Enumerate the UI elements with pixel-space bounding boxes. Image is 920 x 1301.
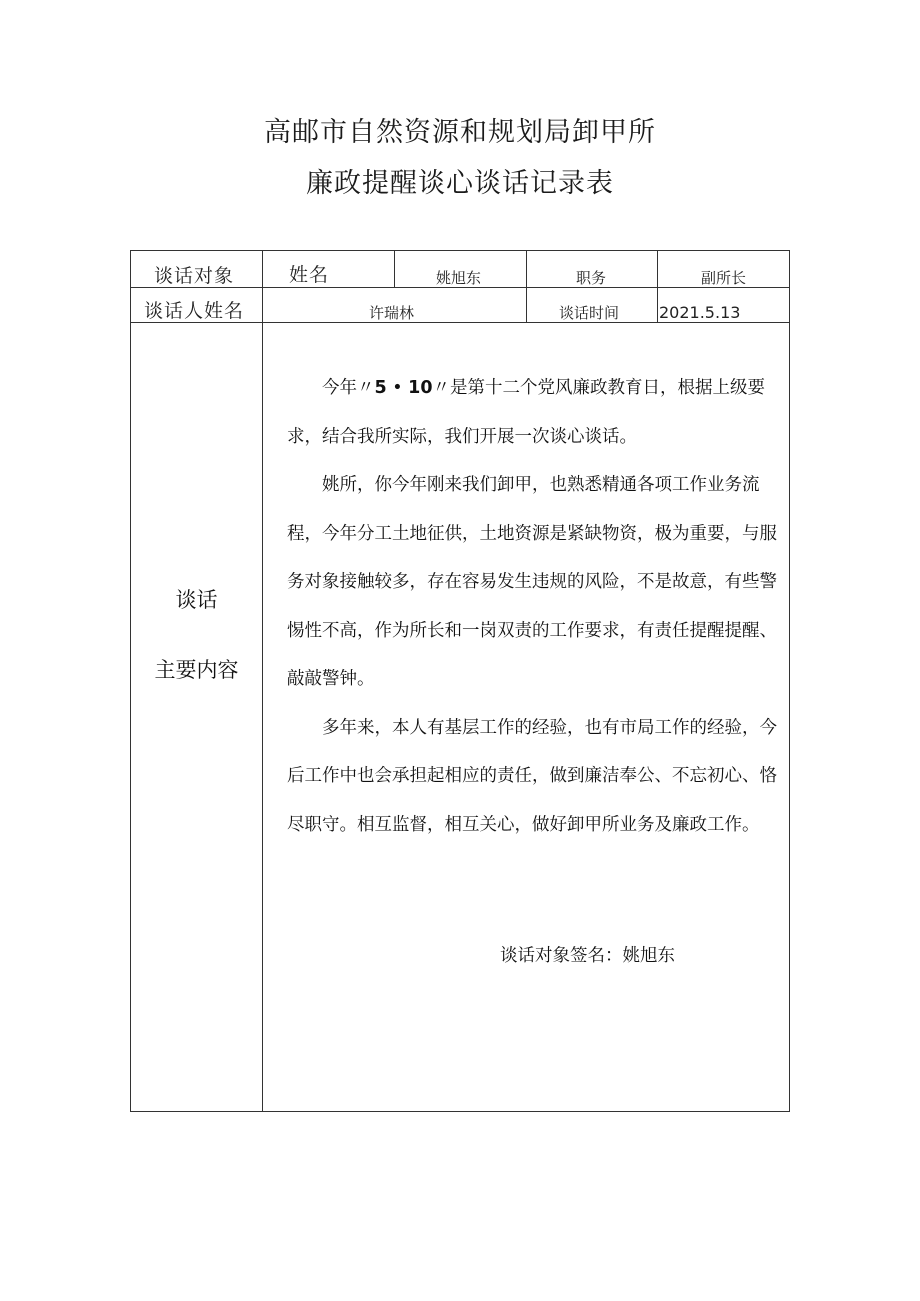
position-label: 职务 (576, 269, 607, 287)
column-divider-name (394, 251, 395, 287)
name-label: 姓名 (289, 264, 330, 286)
talker-value: 许瑞林 (369, 304, 415, 322)
time-label: 谈话时间 (559, 304, 620, 322)
content-paragraph-1: 今年〃5 • 10〃是第十二个党风廉政教育日，根据上级要求，结合我所实际，我们开展一次谈心谈话。 (287, 378, 766, 447)
content-paragraph-2: 姚所，你今年刚来我们卸甲，也熟悉精通各项工作业务流程，今年分工土地征供，土地资源是紧缺物资，极为重要，与服务对象接触较多，存在容易发生违规的风险，不是故意，有些警惕性不高，作为所长和一岗双责的工作要求，有责任提醒提醒、敲敲警钟。 (287, 475, 777, 689)
subject-label: 谈话对象 (154, 265, 235, 287)
content-paragraph-3: 多年来，本人有基层工作的经验，也有市局工作的经验，今后工作中也会承担起相应的责任，做到廉洁奉公、不忘初心、恪尽职守。相互监督，相互关心，做好卸甲所业务及廉政工作。 (287, 717, 777, 835)
talker-label: 谈话人姓名 (144, 300, 245, 322)
position-value: 副所长 (701, 269, 747, 287)
column-divider-mid (526, 251, 527, 322)
name-value: 姚旭东 (436, 269, 482, 287)
subject-signature: 谈话对象签名：姚旭东 (500, 946, 675, 966)
content-side-label-line2: 主要内容 (154, 658, 239, 682)
column-divider-main (262, 251, 263, 1111)
document-title-line1: 高邮市自然资源和规划局卸甲所 (264, 117, 656, 148)
time-value: 2021.5.13 (659, 303, 741, 322)
content-side-label-line1: 谈话 (175, 588, 218, 612)
column-divider-right (657, 251, 658, 322)
talk-content (287, 364, 789, 849)
record-form-table (130, 250, 790, 1112)
document-title-line2: 廉政提醒谈心谈话记录表 (306, 168, 614, 199)
